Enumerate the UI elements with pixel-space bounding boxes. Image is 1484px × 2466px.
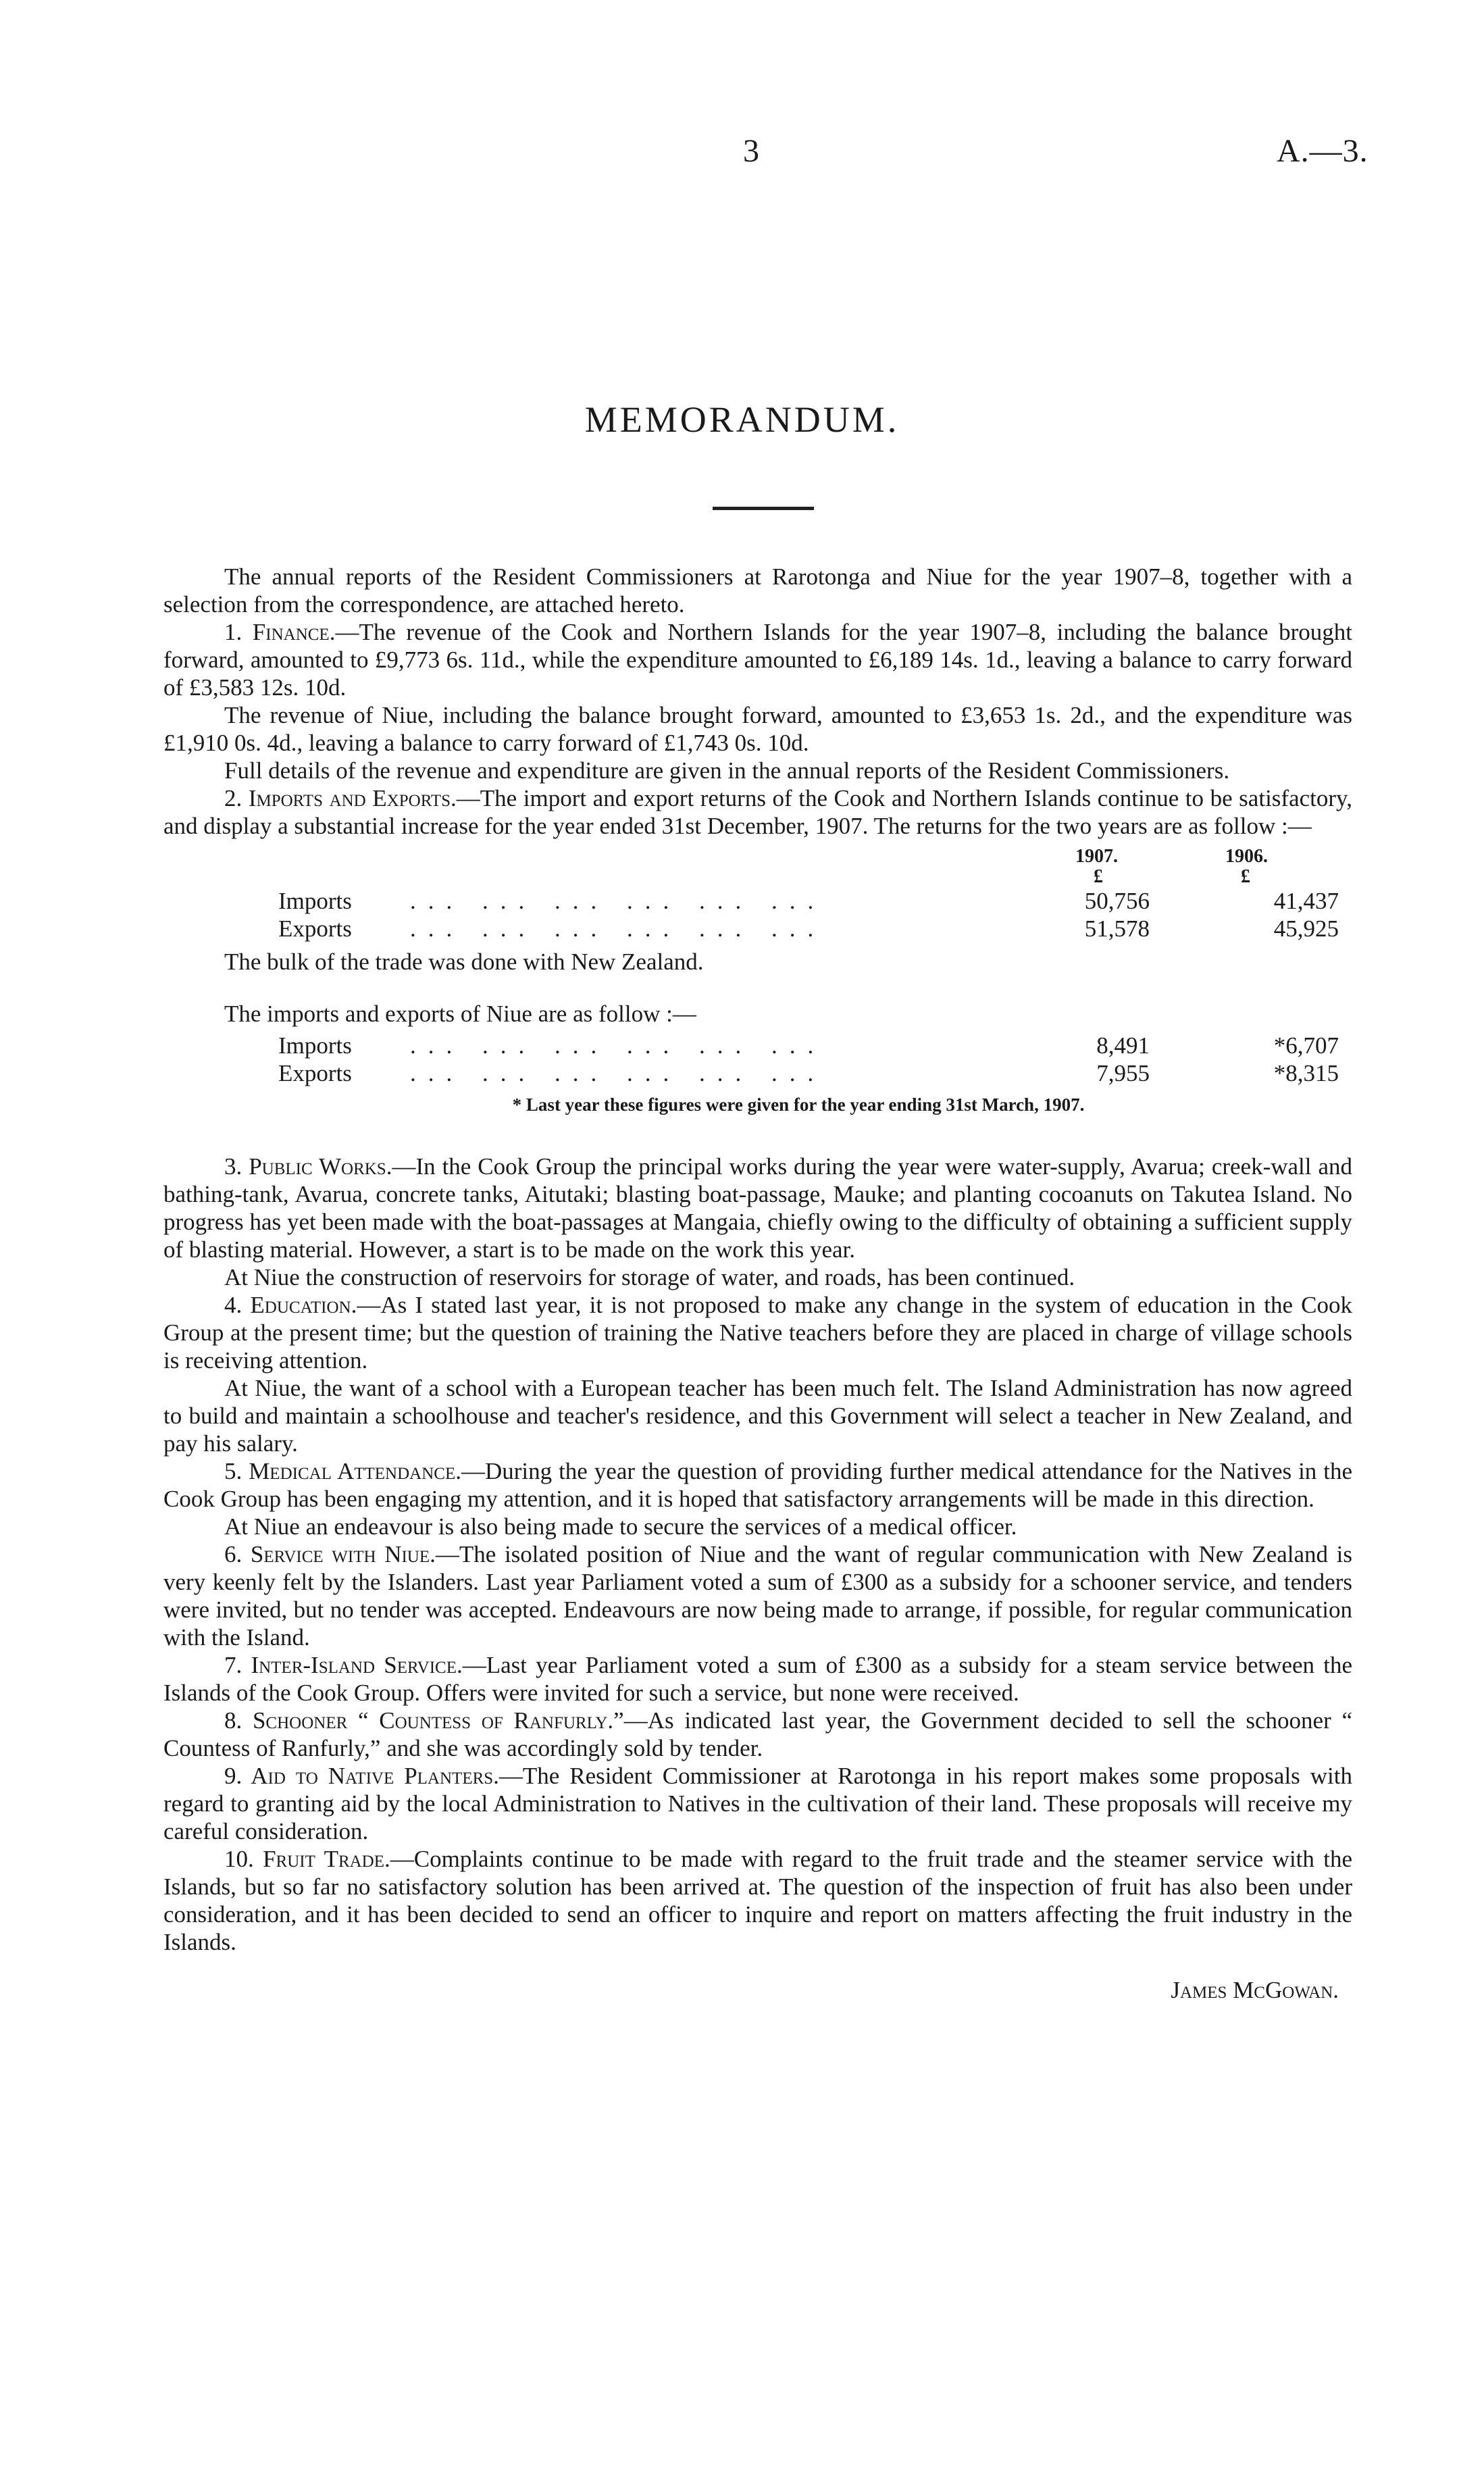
service-niue-text: —The isolated position of Niue and the want of regular communication with New Zealand is very keenly felt by the Islanders. Last year Parliament voted a sum of £300 as a subsidy for a schooner service, and tenders were invited, but no tender was accepted. Endeavours are now being made to arrange, if possible, for regular communication with the Island. (163, 1541, 1352, 1651)
table-header (163, 840, 1352, 887)
title-rule (713, 507, 814, 510)
table-footnote: * Last year these figures were given for the year ending 31st March, 1907. (512, 1094, 1085, 1115)
service-niue-paragraph (163, 1540, 1352, 1651)
table-row: Imports ... ... ... ... ... ... 50,756 41,437 (278, 888, 1339, 914)
medical-text: —During the year the question of providing further medical attendance for the Natives in the Cook Group has been engaging my attention, and it is hoped that satisfactory arrangements will be made in this direction. (163, 1458, 1352, 1512)
niue-education-paragraph: At Niue, the want of a school with a European teacher has been much felt. The Island Administration has now agreed to build and maintain a schoolhouse and teacher's residence, and this Government will select a teacher in New Zealand, and pay his salary. (163, 1375, 1352, 1457)
aid-text: —The Resident Commissioner at Rarotonga in his report makes some proposals with regard to granting aid by the local Administration to Natives in the cultivation of their land. These proposals will receive my careful consideration. (163, 1763, 1352, 1844)
service-niue-heading: 6. Service with Niue. (224, 1541, 436, 1567)
niue-trade-table (163, 1032, 1352, 1087)
niue-trade-intro: The imports and exports of Niue are as follow :— (224, 1001, 696, 1027)
finance-text: —The revenue of the Cook and Northern Islands for the year 1907–8, including the balance brought forward, amounted to £9,773 6s. 11d., while the expenditure amounted to £6,189 14s. 1d., leaving a balance to carry forward of £3,583 12s. 10d. (163, 619, 1352, 701)
fruit-paragraph (163, 1845, 1352, 1956)
page-number: 3 (743, 133, 759, 169)
full-details-paragraph: Full details of the revenue and expenditure are given in the annual reports of the Resident Commissioners. (224, 757, 1230, 784)
cook-trade-table (163, 887, 1352, 942)
table-row: Exports ... ... ... ... ... ... 7,955 *8,315 (278, 1060, 1339, 1086)
table-row: Exports ... ... ... ... ... ... 51,578 45,925 (278, 915, 1339, 942)
intro-paragraph: The annual reports of the Resident Commissioners at Rarotonga and Niue for the year 1907–8, together with a selection from the correspondence, are attached hereto. (163, 563, 1352, 618)
fruit-text: —Complaints continue to be made with regard to the fruit trade and the steamer service with the Islands, but so far no satisfactory solution has been arrived at. The question of the inspection of fruit has also been under consideration, and it has been decided to send an officer to inquire and report on matters affecting the fruit industry in the Islands. (163, 1846, 1352, 1955)
col-1907-year: 1907. (1075, 846, 1118, 867)
document-reference: A.—3. (1277, 133, 1368, 169)
aid-paragraph (163, 1762, 1352, 1845)
education-heading: 4. Education. (224, 1292, 357, 1318)
inter-island-heading: 7. Inter-Island Service. (224, 1652, 463, 1678)
education-paragraph (163, 1291, 1352, 1374)
medical-heading: 5. Medical Attendance. (224, 1458, 461, 1484)
section-gap (163, 1119, 1352, 1153)
public-works-heading: 3. Public Works. (224, 1153, 392, 1180)
finance-paragraph (163, 618, 1352, 701)
col-1906-currency: £ (1241, 866, 1250, 887)
schooner-heading: 8. Schooner “ Countess of Ranfurly.” (224, 1707, 624, 1734)
inter-island-paragraph (163, 1651, 1352, 1707)
public-works-paragraph (163, 1153, 1352, 1263)
niue-medical-paragraph: At Niue an endeavour is also being made to secure the services of a medical officer. (224, 1513, 1017, 1540)
memo-body (163, 563, 1352, 2004)
schooner-text: —As indicated last year, the Government decided to sell the schooner “ Countess of Ranfurly,” and she was accordingly sold by tender. (163, 1707, 1352, 1761)
fruit-heading: 10. Fruit Trade. (224, 1846, 390, 1872)
schooner-paragraph (163, 1707, 1352, 1762)
imports-exports-heading: 2. Imports and Exports. (224, 785, 457, 811)
public-works-text: —In the Cook Group the principal works during the year were water-supply, Avarua; creek-wall and bathing-tank, Avarua, concrete tanks, Aitutaki; blasting boat-passage, Mauke; and planting cocoanuts on Takutea Island. No progress has yet been made with the boat-passages at Mangaia, chiefly owing to the difficulty of obtaining a sufficient supply of blasting material. However, a start is to be made on the work this year. (163, 1153, 1352, 1263)
col-1907-currency: £ (1094, 866, 1103, 887)
niue-revenue-paragraph: The revenue of Niue, including the balance brought forward, amounted to £3,653 1s. 2d., and the expenditure was £1,910 0s. 4d., leaving a balance to carry forward of £1,743 0s. 10d. (163, 702, 1352, 756)
signature: James McGowan. (1171, 1977, 1339, 2003)
inter-island-text: —Last year Parliament voted a sum of £300 as a subsidy for a steam service between the Islands of the Cook Group. Offers were invited for such a service, but none were received. (163, 1652, 1352, 1706)
col-1906-year: 1906. (1225, 846, 1268, 867)
aid-heading: 9. Aid to Native Planters. (224, 1763, 499, 1789)
table-row: Imports ... ... ... ... ... ... 8,491 *6,707 (278, 1032, 1339, 1059)
finance-heading: 1. Finance. (224, 619, 336, 645)
medical-paragraph (163, 1457, 1352, 1513)
education-text: —As I stated last year, it is not proposed to make any change in the system of education in the Cook Group at the present time; but the question of training the Native teachers before they are placed in charge of village schools is receiving attention. (163, 1292, 1353, 1374)
imports-exports-paragraph (163, 784, 1352, 840)
page-title: MEMORANDUM. (584, 399, 900, 440)
niue-works-paragraph: At Niue the construction of reservoirs for storage of water, and roads, has been continued. (224, 1264, 1075, 1290)
imports-exports-text: —The import and export returns of the Cook and Northern Islands continue to be satisfactory, and display a substantial increase for the year ended 31st December, 1907. The returns for the two years are as follow :— (163, 785, 1352, 839)
bulk-trade-note: The bulk of the trade was done with New Zealand. (224, 949, 704, 975)
